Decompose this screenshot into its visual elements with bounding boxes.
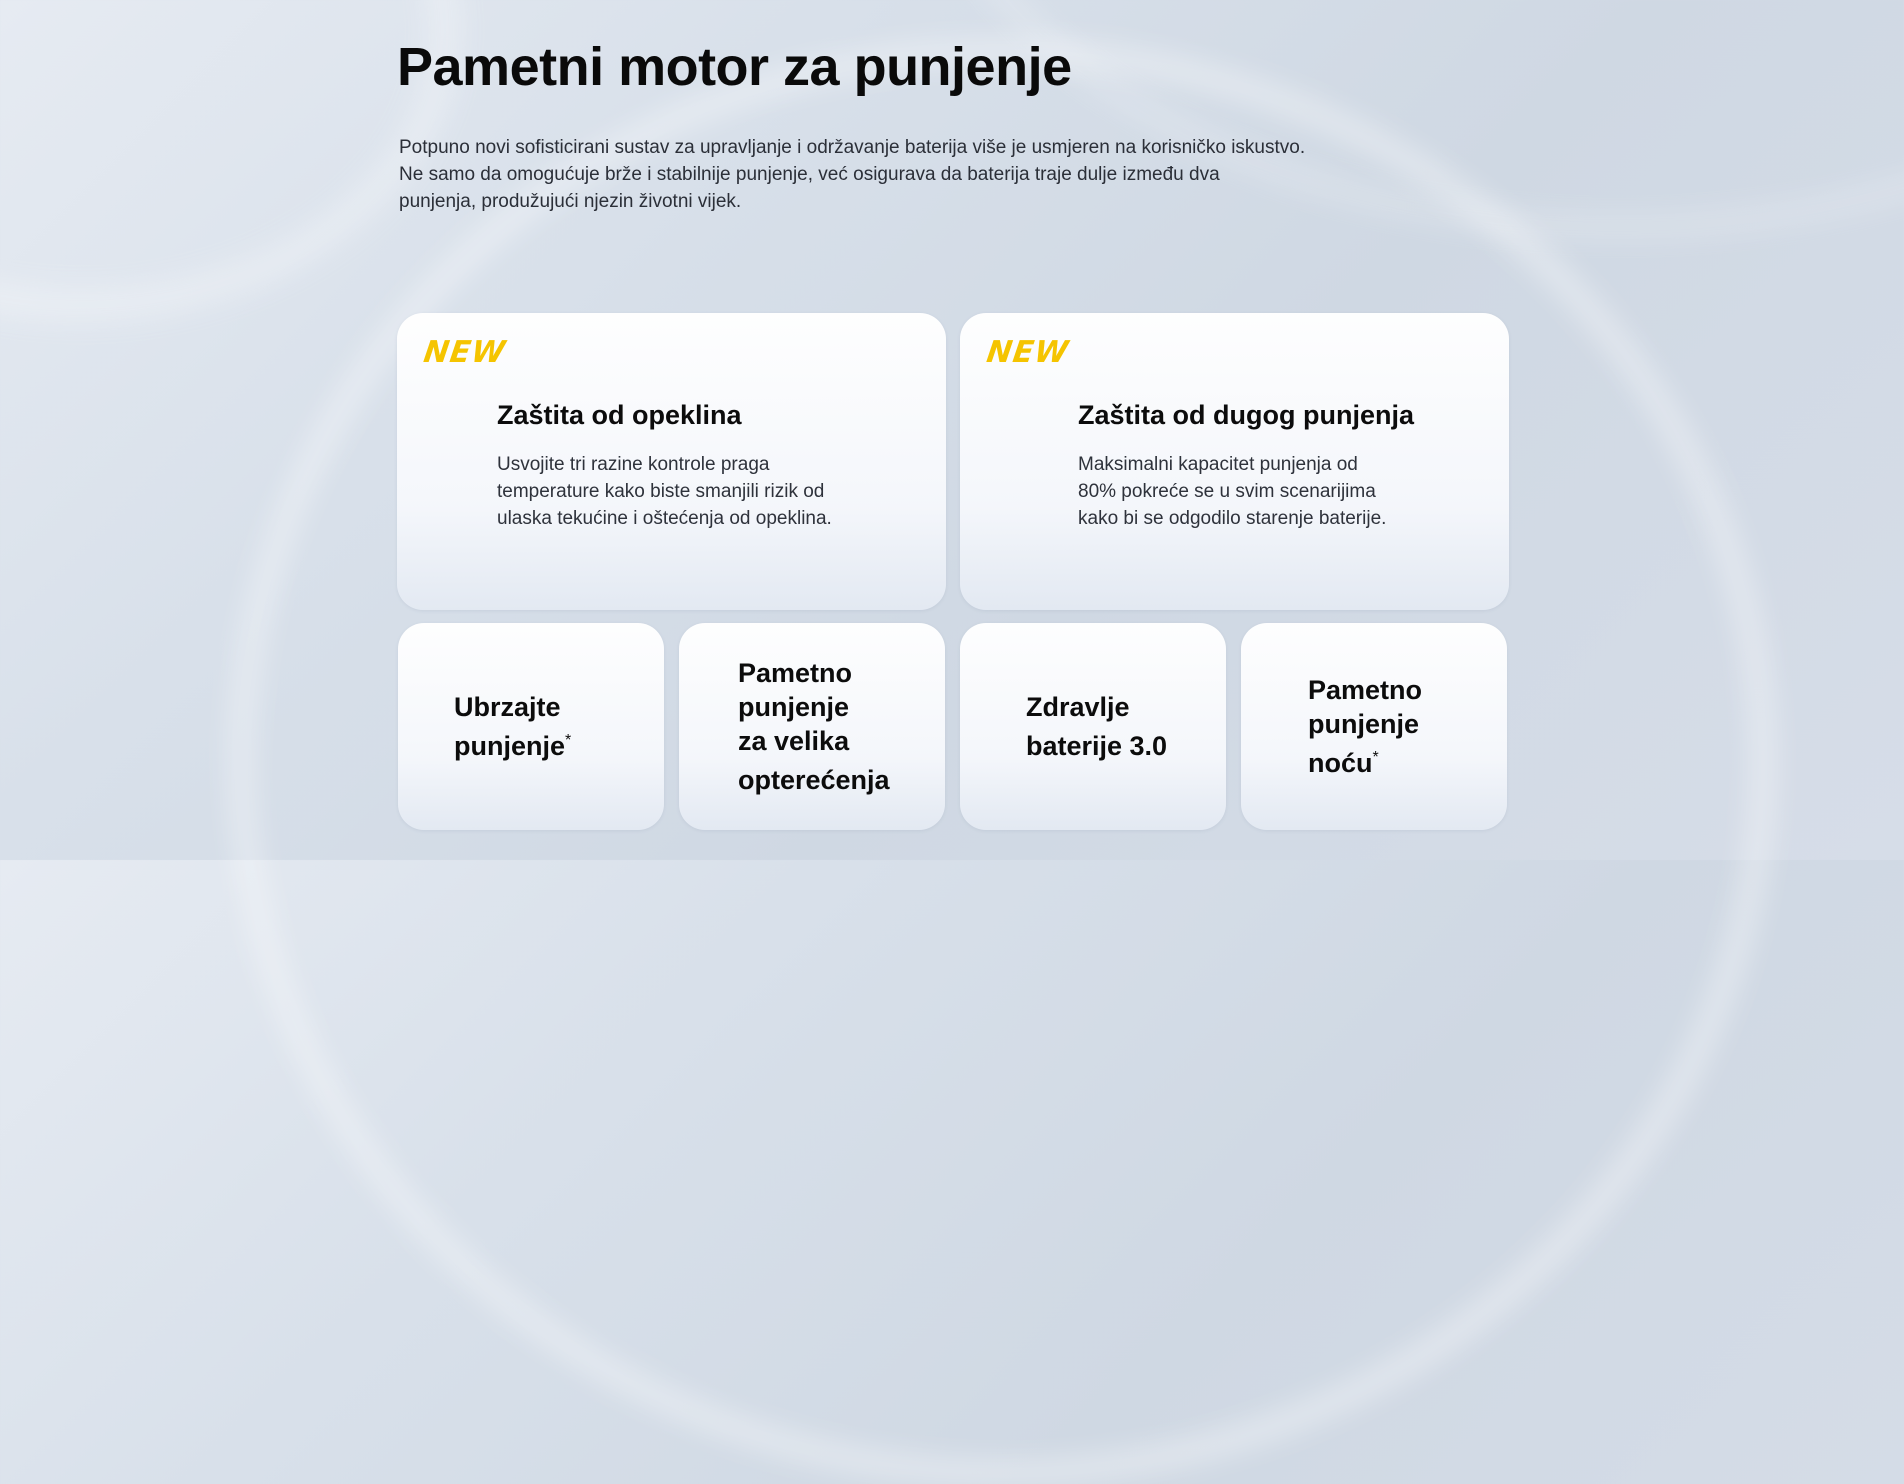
- small-card-battery-health: [960, 623, 1226, 830]
- small-card-title: [1241, 673, 1422, 780]
- feature-card-long-charge-protection: [960, 313, 1509, 610]
- background-swirl: [0, 0, 460, 320]
- new-badge: NEW: [421, 335, 509, 370]
- feature-card-title: Zaštita od dugog punjenja: [1078, 400, 1414, 430]
- small-card-heavy-load-charging: [679, 623, 945, 830]
- footnote-mark: *: [565, 732, 572, 749]
- page-title: Pametni motor za punjenje: [397, 37, 1072, 97]
- feature-card-burn-protection: [397, 313, 946, 610]
- small-card-title-text: Ubrzajte punjenje: [454, 692, 566, 761]
- small-card-title-text: Pametno punjenje za velika opterećenja: [738, 658, 890, 795]
- small-card-title: [398, 690, 571, 763]
- small-card-title-text: Pametno punjenje noću: [1308, 675, 1423, 778]
- footnote-mark: *: [1372, 749, 1379, 766]
- small-card-fast-charging: [398, 623, 664, 830]
- small-card-night-charging: [1241, 623, 1507, 830]
- feature-card-text: Maksimalni kapacitet punjenja od 80% pokreće se u svim scenarijima kako bi se odgodilo starenje baterije.: [1078, 454, 1387, 529]
- intro-paragraph: Potpuno novi sofisticirani sustav za upravljanje i održavanje baterija više je usmjeren na korisničko iskustvo. Ne samo da omogućuje brže i stabilnije punjenje, već osigurava da baterija traje dulje između dva punjenja, produžujući njezin životni vijek.: [399, 137, 1306, 212]
- small-card-title: [679, 656, 890, 797]
- feature-card-text: Usvojite tri razine kontrole praga temperature kako biste smanjili rizik od ulaska tekućine i oštećenja od opeklina.: [497, 454, 832, 529]
- small-card-title-text: Zdravlje baterije 3.0: [1026, 692, 1168, 761]
- feature-card-title: Zaštita od opeklina: [497, 400, 742, 430]
- small-card-title: [960, 690, 1167, 763]
- new-badge: NEW: [984, 335, 1072, 370]
